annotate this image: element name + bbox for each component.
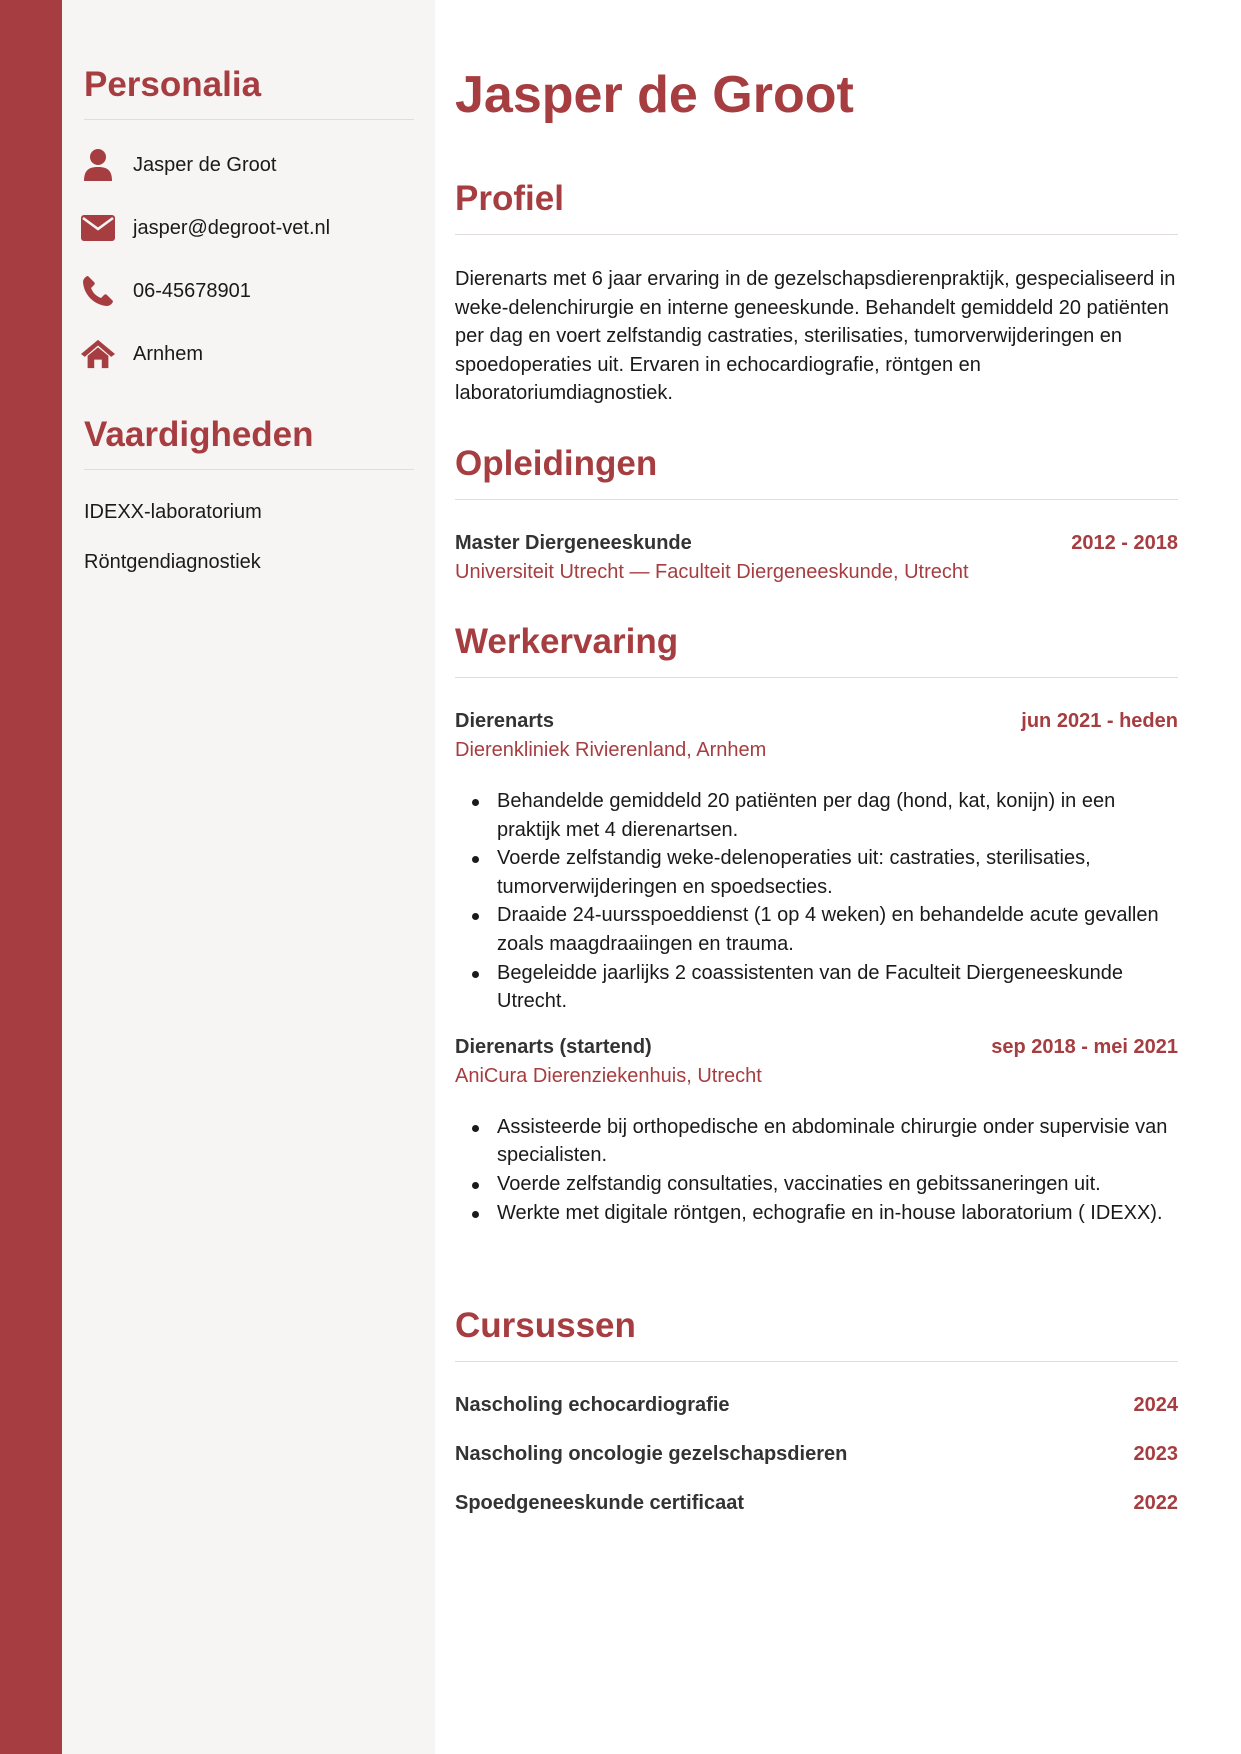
contact-name-text: Jasper de Groot <box>133 153 277 176</box>
profile-text: Dierenarts met 6 jaar ervaring in de gezelschapsdierenpraktijk, gespecialiseerd in weke-delenchirurgie en interne geneeskunde. Behandelt gemiddeld 20 patiënten per dag en voert zelfstandig castraties, sterilisaties, tumorverwijderingen en spoedoperaties uit. Ervaren in echocardiografie, röntgen en laboratoriumdiagnostiek. <box>455 268 1176 405</box>
experience-dates: sep 2018 - mei 2021 <box>991 1035 1178 1058</box>
contact-email[interactable] <box>84 208 414 248</box>
experience-role: Dierenarts <box>455 710 554 732</box>
contact-location <box>84 334 414 374</box>
courses-title: Cursussen <box>455 1306 636 1345</box>
education-dates: 2012 - 2018 <box>1071 532 1178 554</box>
list-item: Voerde zelfstandig consultaties, vaccinaties en gebitssaneringen uit. <box>497 1170 1178 1199</box>
divider <box>84 469 414 470</box>
contact-list <box>84 145 414 374</box>
experience-bullets <box>455 1113 1178 1227</box>
contact-phone-text[interactable]: 06-45678901 <box>133 279 251 302</box>
contact-phone[interactable] <box>84 271 414 311</box>
education-degree: Master Diergeneeskunde <box>455 532 692 554</box>
divider <box>455 499 1178 500</box>
profile-section <box>455 178 1178 408</box>
course-year: 2024 <box>1133 1394 1178 1416</box>
profile-title: Profiel <box>455 179 564 218</box>
skills-title: Vaardigheden <box>84 415 314 454</box>
experience-entry <box>455 710 1178 1016</box>
contact-email-text[interactable]: jasper@degroot-vet.nl <box>133 216 331 239</box>
divider <box>455 234 1178 235</box>
experience-role: Dierenarts (startend) <box>455 1035 652 1058</box>
list-item: Werkte met digitale röntgen, echografie en in-house laboratorium ( IDEXX). <box>497 1199 1178 1228</box>
experience-entry <box>455 1036 1178 1227</box>
experience-bullets <box>455 787 1178 1016</box>
course-item <box>455 1492 1178 1541</box>
skills-list <box>84 498 414 576</box>
user-icon <box>81 148 115 182</box>
home-icon <box>81 337 115 371</box>
personal-title: Personalia <box>84 65 262 104</box>
course-name: Spoedgeneeskunde certificaat <box>455 1492 744 1514</box>
list-item: Assisteerde bij orthopedische en abdominale chirurgie onder supervisie van specialisten. <box>497 1113 1178 1170</box>
accent-bar <box>0 0 62 1754</box>
list-item: Voerde zelfstandig weke-delenoperaties uit: castraties, sterilisaties, tumorverwijderingen en spoedsecties. <box>497 844 1178 901</box>
skill-item: IDEXX-laboratorium <box>84 501 262 523</box>
list-item: Begeleidde jaarlijks 2 coassistenten van de Faculteit Diergeneeskunde Utrecht. <box>497 959 1178 1016</box>
contact-name <box>84 145 414 185</box>
course-name: Nascholing oncologie gezelschapsdieren <box>455 1443 848 1465</box>
divider <box>455 1361 1178 1362</box>
experience-title: Werkervaring <box>455 622 679 661</box>
experience-employer: Dierenkliniek Rivierenland, Arnhem <box>455 739 767 761</box>
divider <box>84 119 414 120</box>
list-item: Behandelde gemiddeld 20 patiënten per dag (hond, kat, konijn) in een praktijk met 4 dierenartsen. <box>497 787 1178 844</box>
experience-dates: jun 2021 - heden <box>1021 710 1178 732</box>
education-institution: Universiteit Utrecht — Faculteit Diergeneeskunde, Utrecht <box>455 561 969 583</box>
contact-location-text: Arnhem <box>133 342 204 365</box>
personal-section <box>84 64 414 120</box>
courses-section <box>455 1305 1178 1541</box>
candidate-name: Jasper de Groot <box>455 66 854 124</box>
experience-section <box>455 621 1178 1227</box>
course-year: 2023 <box>1133 1443 1178 1465</box>
skill-item: Röntgendiagnostiek <box>84 551 261 573</box>
course-year: 2022 <box>1133 1492 1178 1514</box>
education-section <box>455 443 1178 584</box>
divider <box>455 677 1178 678</box>
envelope-icon <box>81 211 115 245</box>
phone-icon <box>81 274 115 308</box>
experience-employer: AniCura Dierenziekenhuis, Utrecht <box>455 1064 762 1087</box>
course-name: Nascholing echocardiografie <box>455 1394 730 1416</box>
education-entry <box>455 532 1178 584</box>
skills-section <box>84 414 414 576</box>
education-title: Opleidingen <box>455 444 658 483</box>
course-item <box>455 1443 1178 1492</box>
course-item <box>455 1394 1178 1443</box>
courses-list <box>455 1394 1178 1541</box>
list-item: Draaide 24-uursspoeddienst (1 op 4 weken) en behandelde acute gevallen zoals maagdraaiingen en trauma. <box>497 901 1178 958</box>
